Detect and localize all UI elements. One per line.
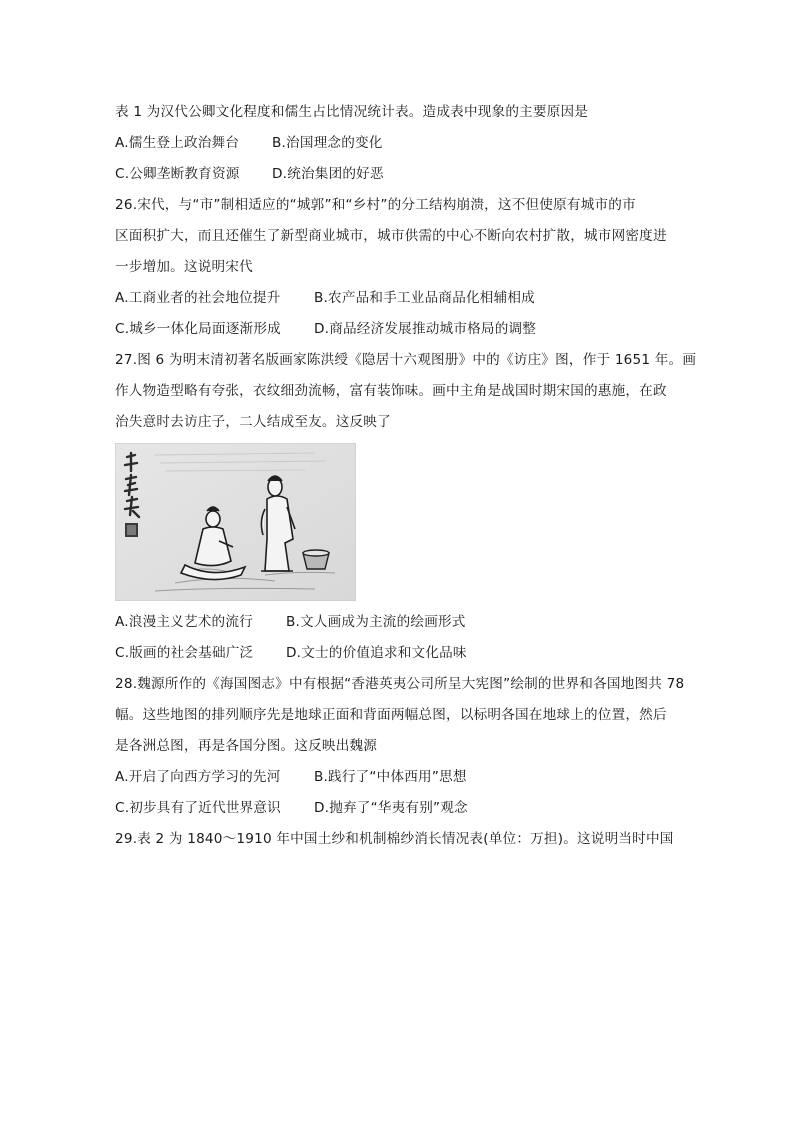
q28-options-row-1 bbox=[115, 768, 467, 786]
q26-stem-line-2: 区面积扩大，而且还催生了新型商业城市，城市供需的中心不断向农村扩散，城市网密度进 bbox=[115, 228, 667, 244]
q27-stem-line-1: 27.图 6 为明末清初著名版画家陈洪绶《隐居十六观图册》中的《访庄》图，作于 1651 年。画 bbox=[115, 352, 697, 368]
q26-option-c[interactable]: C.城乡一体化局面逐渐形成 bbox=[115, 321, 281, 337]
q27-option-a[interactable]: A.浪漫主义艺术的流行 bbox=[115, 614, 253, 630]
q27-option-b[interactable]: B.文人画成为主流的绘画形式 bbox=[286, 614, 466, 630]
q26-option-a[interactable]: A.工商业者的社会地位提升 bbox=[115, 290, 281, 306]
q27-option-d[interactable]: D.文士的价值追求和文化品味 bbox=[286, 645, 467, 661]
q27-figure-visiting-zhuang bbox=[115, 443, 356, 601]
q27-stem-line-3: 治失意时去访庄子，二人结成至友。这反映了 bbox=[115, 414, 391, 430]
q27-options-row-2 bbox=[115, 644, 467, 662]
q26-option-b[interactable]: B.农产品和手工业品商品化相辅相成 bbox=[314, 290, 535, 306]
q29-stem: 29.表 2 为 1840～1910 年中国土纱和机制棉纱消长情况表(单位：万担)。这说明当时中国 bbox=[115, 831, 674, 847]
q28-option-b[interactable]: B.践行了“中体西用”思想 bbox=[314, 769, 467, 785]
q25-stem: 表 1 为汉代公卿文化程度和儒生占比情况统计表。造成表中现象的主要原因是 bbox=[115, 104, 589, 120]
q25-option-a[interactable]: A.儒生登上政治舞台 bbox=[115, 135, 240, 151]
ink-painting-figures-icon bbox=[115, 443, 356, 601]
q28-option-a[interactable]: A.开启了向西方学习的先河 bbox=[115, 769, 281, 785]
q26-options-row-2 bbox=[115, 320, 537, 338]
q27-option-c[interactable]: C.版画的社会基础广泛 bbox=[115, 645, 254, 661]
q25-option-b[interactable]: B.治国理念的变化 bbox=[272, 135, 383, 151]
q28-option-c[interactable]: C.初步具有了近代世界意识 bbox=[115, 800, 281, 816]
q28-option-d[interactable]: D.抛弃了“华夷有别”观念 bbox=[314, 800, 468, 816]
q28-stem-line-1: 28.魏源所作的《海国图志》中有根据“香港英夷公司所呈大宪图”绘制的世界和各国地图共 78 bbox=[115, 676, 685, 692]
q25-option-d[interactable]: D.统治集团的好恶 bbox=[272, 166, 384, 182]
q27-options-row-1 bbox=[115, 613, 466, 631]
q28-options-row-2 bbox=[115, 799, 468, 817]
q28-stem-line-3: 是各洲总图，再是各国分图。这反映出魏源 bbox=[115, 738, 378, 754]
q28-stem-line-2: 幅。这些地图的排列顺序先是地球正面和背面两幅总图，以标明各国在地球上的位置，然后 bbox=[115, 707, 667, 723]
q26-option-d[interactable]: D.商品经济发展推动城市格局的调整 bbox=[314, 321, 537, 337]
q26-stem-line-1: 26.宋代，与“市”制相适应的“城郭”和“乡村”的分工结构崩溃，这不但使原有城市的市 bbox=[115, 197, 636, 213]
q27-stem-line-2: 作人物造型略有夸张，衣纹细劲流畅，富有装饰味。画中主角是战国时期宋国的惠施，在政 bbox=[115, 383, 667, 399]
q26-stem-line-3: 一步增加。这说明宋代 bbox=[115, 259, 253, 275]
q25-options-row-1 bbox=[115, 134, 383, 152]
q25-option-c[interactable]: C.公卿垄断教育资源 bbox=[115, 166, 240, 182]
q26-options-row-1 bbox=[115, 289, 535, 307]
q25-options-row-2 bbox=[115, 165, 384, 183]
